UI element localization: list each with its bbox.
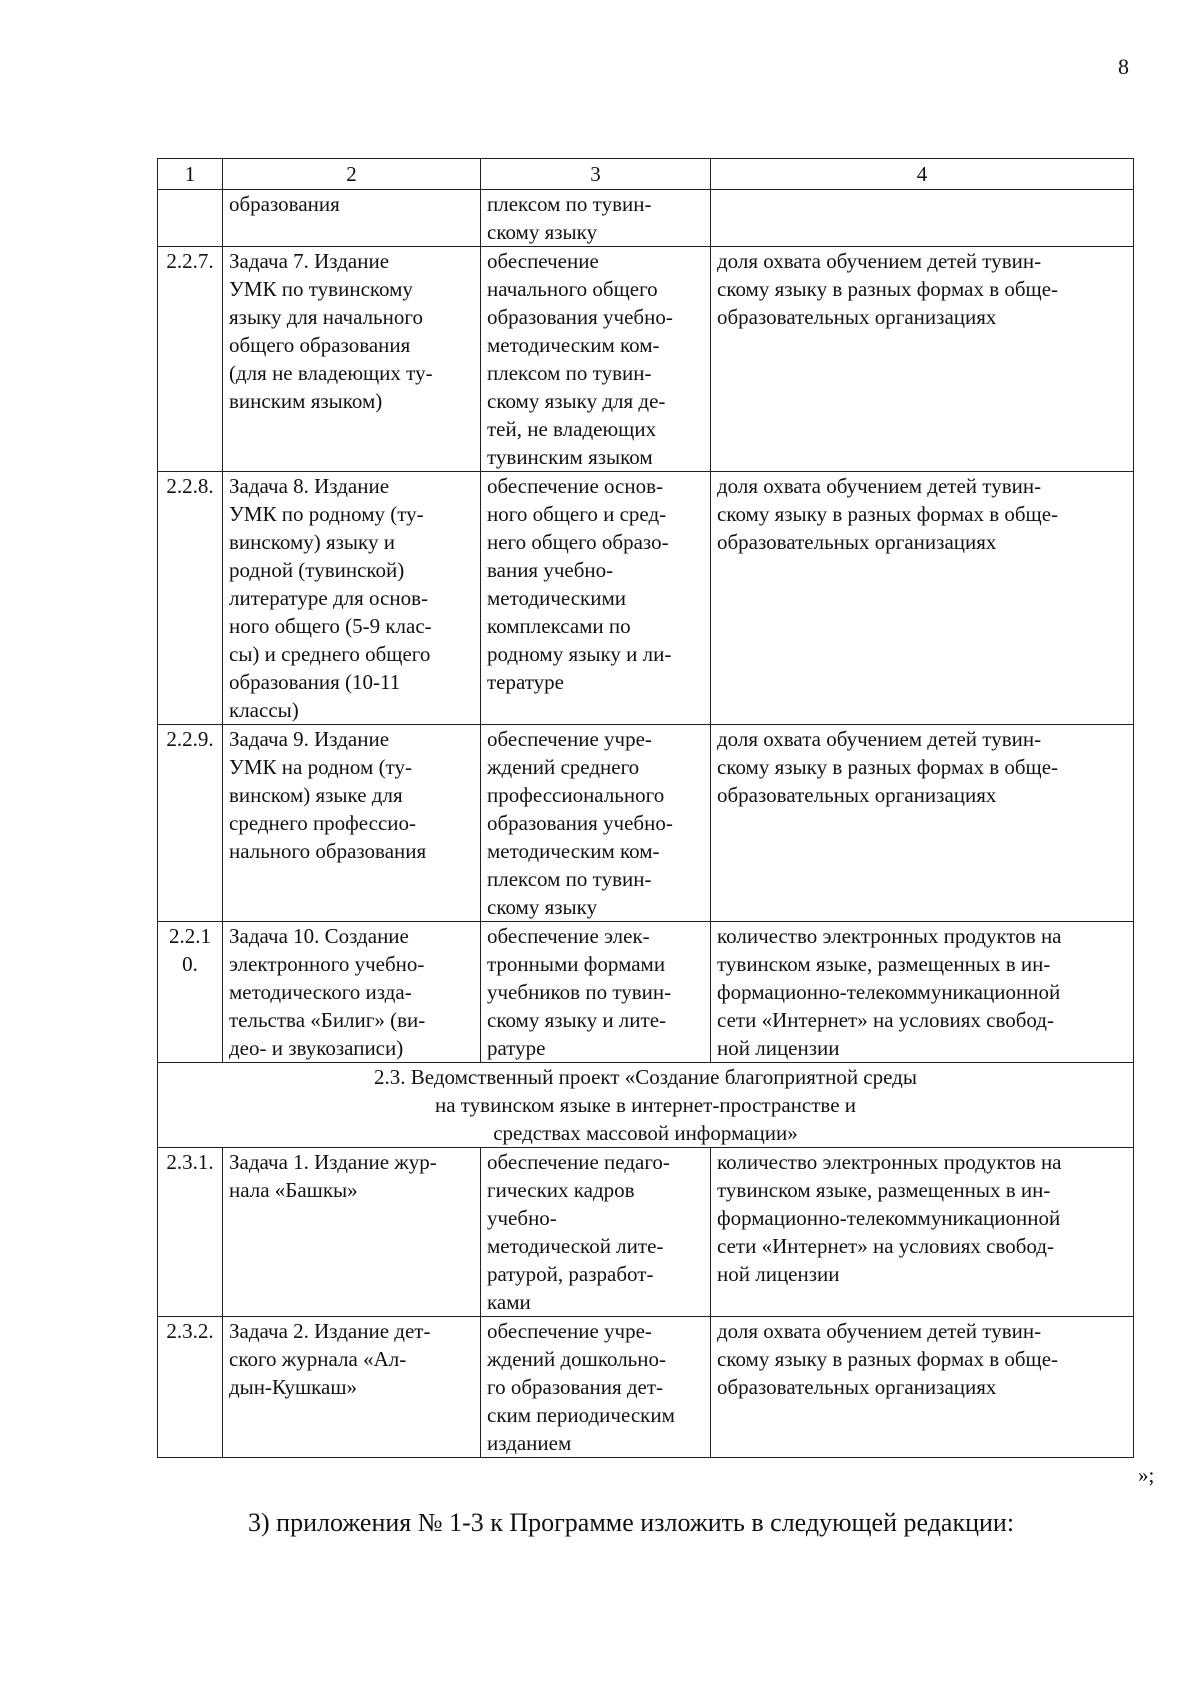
continuation-row	[158, 190, 1134, 247]
indicator-cell: количество электронных продуктов на тувинском языке, размещенных в ин- формационно-телекоммуникационной сети «Интернет» на условиях свобод- ной лицензии	[711, 922, 1134, 1063]
goal-cell: плексом по тувин- скому языку	[481, 190, 711, 247]
section-heading: 2.3. Ведомственный проект «Создание благоприятной среды на тувинском языке в интернет-пространстве и средствах массовой информации»	[158, 1063, 1134, 1148]
task-cell: Задача 2. Издание дет- ского журнала «Ал- дын-Кушкаш»	[223, 1317, 481, 1458]
indicator-cell: количество электронных продуктов на тувинском языке, размещенных в ин- формационно-телекоммуникационной сети «Интернет» на условиях свобод- ной лицензии	[711, 1148, 1134, 1317]
table-body	[158, 159, 1134, 1458]
indicator-cell: доля охвата обучением детей тувин- скому языку в разных формах в обще- образовательных организациях	[711, 1317, 1134, 1458]
indicator-cell: доля охвата обучением детей тувин- скому языку в разных формах в обще- образовательных организациях	[711, 247, 1134, 472]
table-row	[158, 725, 1134, 922]
goal-cell: обеспечение учре- ждений среднего профессионального образования учебно- методическим ком- плексом по тувин- скому языку	[481, 725, 711, 922]
indicator-cell	[711, 190, 1134, 247]
goal-cell: обеспечение элек- тронными формами учебников по тувин- скому языку и лите- ратуре	[481, 922, 711, 1063]
row-number-cell: 2.3.2.	[158, 1317, 223, 1458]
section-heading-row	[158, 1063, 1134, 1148]
indicator-cell: доля охвата обучением детей тувин- скому языку в разных формах в обще- образовательных организациях	[711, 472, 1134, 725]
row-number-cell: 2.2.8.	[158, 472, 223, 725]
page-number: 8	[1118, 54, 1129, 79]
table-row	[158, 472, 1134, 725]
header-cell-3: 3	[481, 159, 711, 190]
goal-cell: обеспечение основ- ного общего и сред- него общего образо- вания учебно- методическими комплексами по родному языку и ли- тературе	[481, 472, 711, 725]
goal-cell: обеспечение начального общего образования учебно- методическим ком- плексом по тувин- скому языку для де- тей, не владеющих тувинским языком	[481, 247, 711, 472]
program-table	[157, 158, 1134, 1458]
table-row	[158, 1148, 1134, 1317]
row-number-cell	[158, 190, 223, 247]
row-number-cell: 2.3.1.	[158, 1148, 223, 1317]
instruction-paragraph: 3) приложения № 1-3 к Программе изложить в следующей редакции:	[248, 1508, 1015, 1537]
header-cell-2: 2	[223, 159, 481, 190]
task-cell: Задача 9. Издание УМК на родном (ту- винском) языке для среднего профессио- нального образования	[223, 725, 481, 922]
task-cell: Задача 1. Издание жур- нала «Башкы»	[223, 1148, 481, 1317]
table-row	[158, 922, 1134, 1063]
table-header-row	[158, 159, 1134, 190]
task-cell: Задача 7. Издание УМК по тувинскому языку для начального общего образования (для не владеющих ту- винским языком)	[223, 247, 481, 472]
table-row	[158, 247, 1134, 472]
goal-cell: обеспечение учре- ждений дошкольно- го образования дет- ским периодическим изданием	[481, 1317, 711, 1458]
goal-cell: обеспечение педаго- гических кадров учебно- методической лите- ратурой, разработ- ками	[481, 1148, 711, 1317]
row-number-cell: 2.2.1 0.	[158, 922, 223, 1063]
task-cell: Задача 8. Издание УМК по родному (ту- винскому) языку и родной (тувинской) литературе для основ- ного общего (5-9 клас- сы) и среднего общего образования (10-11 классы)	[223, 472, 481, 725]
closing-quote: »;	[1138, 1463, 1155, 1487]
table-row	[158, 1317, 1134, 1458]
row-number-cell: 2.2.9.	[158, 725, 223, 922]
header-cell-1: 1	[158, 159, 223, 190]
header-cell-4: 4	[711, 159, 1134, 190]
row-number-cell: 2.2.7.	[158, 247, 223, 472]
indicator-cell: доля охвата обучением детей тувин- скому языку в разных формах в обще- образовательных организациях	[711, 725, 1134, 922]
task-cell: Задача 10. Создание электронного учебно- методического изда- тельства «Билиг» (ви- део- и звукозаписи)	[223, 922, 481, 1063]
task-cell: образования	[223, 190, 481, 247]
